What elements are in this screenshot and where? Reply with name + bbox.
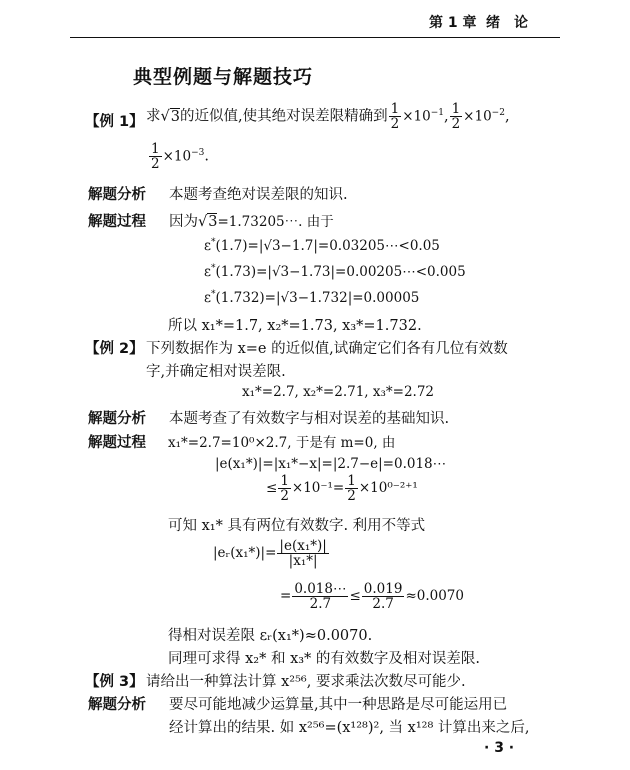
example-2-label: 【例 2】 bbox=[85, 341, 144, 357]
example-1-conclusion: 所以 x₁*=1.7, x₂*=1.73, x₃*=1.732. bbox=[168, 318, 422, 334]
example-1-question-line2: $\frac{1}{2}$ $\times 10^{-3}$. bbox=[151, 141, 209, 173]
example-3-question: 请给出一种算法计算 x²⁵⁶, 要求乘法次数尽可能少. bbox=[146, 674, 466, 690]
example-1-equation-3: ε*(1.732)=|√3−1.732|=0.00005 bbox=[204, 289, 420, 306]
example-2-data: x₁*=2.7, x₂*=2.71, x₃*=2.72 bbox=[242, 384, 435, 400]
example-2-process-line5: |eᵣ(x₁*)|= $\frac{\text{|e(x₁*)|}}{\text{|x₁*|}}$ bbox=[213, 538, 327, 570]
example-2-process-line7: 得相对误差限 εᵣ(x₁*)≈0.0070. bbox=[168, 628, 373, 644]
example-3-analysis-line1: 要尽可能地减少运算量,其中一种思路是尽可能运用已 bbox=[169, 697, 508, 713]
example-2-analysis-label: 解题分析 bbox=[88, 411, 146, 427]
page-number: · 3 · bbox=[484, 740, 515, 756]
example-1-analysis-label: 解题分析 bbox=[88, 187, 146, 203]
example-2-analysis-text: 本题考查了有效数字与相对误差的基础知识. bbox=[169, 411, 450, 427]
example-2-question-line2: 字,并确定相对误差限. bbox=[146, 364, 286, 380]
header-rule bbox=[70, 37, 560, 38]
chapter-number: 第 1 章 bbox=[429, 15, 477, 31]
example-2-process-line2: |e(x₁*)|=|x₁*−x|=|2.7−e|=0.018⋯ bbox=[215, 456, 447, 472]
section-title: 典型例题与解题技巧 bbox=[133, 66, 314, 88]
example-2-process-line3: ≤ $\frac{1}{2}$ ×10⁻¹= $\frac{1}{2}$ ×10⁰⁻²⁺¹ bbox=[266, 473, 418, 505]
example-1-process-intro: 因为√3=1.73205⋯. 由于 bbox=[169, 214, 334, 230]
example-1-equation-2: ε*(1.73)=|√3−1.73|=0.00205⋯<0.005 bbox=[204, 263, 466, 280]
example-1-question-line1: 求√3的近似值,使其绝对误差限精确到 $\frac{1}{2}$ $\times 10^{-1}$, $\frac{1}{2}$ $\times 10^{-2}$, bbox=[146, 101, 510, 133]
example-1-process-label: 解题过程 bbox=[88, 214, 146, 230]
example-2-process-line6: = $\frac{0.018\cdots}{2.7}$ ≤ $\frac{0.019}{2.7}$ ≈0.0070 bbox=[280, 581, 464, 613]
chapter-title: 绪 论 bbox=[486, 15, 528, 31]
example-1-analysis-text: 本题考查绝对误差限的知识. bbox=[169, 187, 348, 203]
example-2-question-line1: 下列数据作为 x=e 的近似值,试确定它们各有几位有效数 bbox=[146, 341, 508, 357]
example-2-process-line1: x₁*=2.7=10⁰×2.7, 于是有 m=0, 由 bbox=[168, 435, 396, 451]
example-2-process-line8: 同理可求得 x₂* 和 x₃* 的有效数字及相对误差限. bbox=[168, 651, 481, 667]
example-1-label: 【例 1】 bbox=[85, 114, 144, 130]
example-2-process-line4: 可知 x₁* 具有两位有效数字. 利用不等式 bbox=[168, 518, 426, 534]
example-2-process-label: 解题过程 bbox=[88, 435, 146, 451]
example-3-label: 【例 3】 bbox=[85, 674, 144, 690]
example-3-analysis-label: 解题分析 bbox=[88, 697, 146, 713]
example-3-analysis-line2: 经计算出的结果. 如 x²⁵⁶=(x¹²⁸)², 当 x¹²⁸ 计算出来之后, bbox=[169, 720, 530, 736]
example-1-equation-1: ε*(1.7)=|√3−1.7|=0.03205⋯<0.05 bbox=[204, 237, 440, 254]
